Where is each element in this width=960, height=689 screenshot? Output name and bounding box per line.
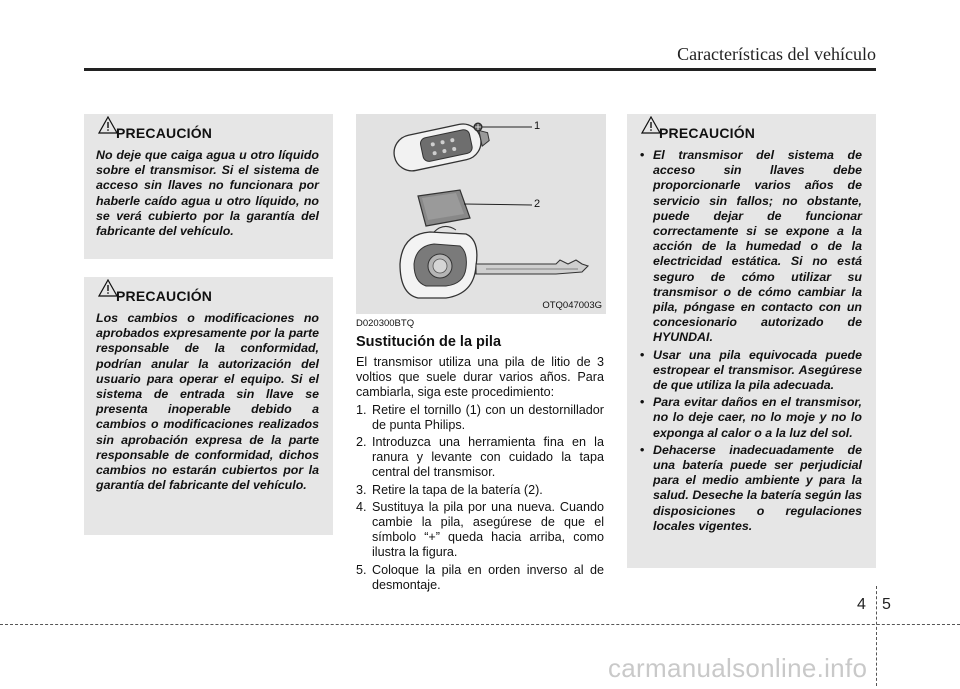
procedure-step: 2. Introduzca una herramienta fina en la ranura y levante con cuidado la tapa central del transmisor. <box>356 435 604 480</box>
caution-list <box>639 148 862 534</box>
page-number: 5 <box>882 596 891 613</box>
footer-crop-line <box>0 624 960 625</box>
page-number-chapter: 4 <box>857 596 866 613</box>
caution-title-row <box>96 287 319 307</box>
warning-triangle-icon <box>98 279 118 297</box>
battery-cover-part <box>418 190 470 226</box>
caution-title: PRECAUCIÓN <box>659 125 756 141</box>
section-title: Sustitución de la pila <box>356 334 502 350</box>
figure-callout-1: 1 <box>534 120 541 132</box>
caution-box-water <box>84 114 333 259</box>
screw-part <box>474 123 482 131</box>
warning-triangle-icon <box>98 116 118 134</box>
caution-body: No deje que caiga agua u otro líquido sobre el transmisor. Si el sistema de acceso sin llaves no funcionara por haberle caído agua u otro líquido, no se verá cubierto por la garantía del fabricante del vehículo. <box>96 148 319 239</box>
figure-callout-2: 2 <box>534 198 541 210</box>
caution-body: Los cambios o modificaciones no aprobados expresamente por la parte responsable de la conformidad, podrían anular la autorización del usuario para operar el equipo. Si el sistema de entrada sin llave se presenta inoperable debido a cambios o modificaciones realizados sin aprobación expresa de la parte responsable de conformidad, dichos cambios no estarán cubiertos por la garantía del fabricante del vehículo. <box>96 311 319 493</box>
page-header-title: Características del vehículo <box>677 44 876 64</box>
procedure-step: 1. Retire el tornillo (1) con un destornillador de punta Philips. <box>356 402 604 432</box>
header-rule <box>84 68 876 71</box>
caution-list-item: • Para evitar daños en el transmisor, no lo deje caer, no lo moje y no lo exponga al calor o a la luz del sol. <box>640 395 862 440</box>
procedure-step: 3. Retire la tapa de la batería (2). <box>356 482 543 497</box>
procedure-steps <box>356 403 604 593</box>
watermark-text: carmanualsonline.info <box>608 653 868 683</box>
caution-title-row <box>96 124 319 144</box>
warning-triangle-icon <box>641 116 661 134</box>
section-code: D020300BTQ <box>356 318 415 329</box>
caution-title: PRECAUCIÓN <box>116 125 213 141</box>
footer-crop-line-vertical <box>876 586 877 686</box>
procedure-step: 4. Sustituya la pila por una nueva. Cuando cambie la pila, asegúrese de que el símbolo “+” queda hacia arriba, como ilustra la figura. <box>356 499 604 560</box>
caution-box-transmitter-care <box>627 114 876 568</box>
transmitter-illustration <box>356 114 606 314</box>
battery-replacement-section <box>356 318 604 595</box>
caution-list-item: • Usar una pila equivocada puede estropear el transmisor. Asegúrese de que utiliza la pila adecuada. <box>640 347 862 393</box>
procedure-step: 5. Coloque la pila en orden inverso al de desmontaje. <box>356 562 604 592</box>
figure-code: OTQ047003G <box>542 300 602 311</box>
caution-list-item: • El transmisor del sistema de acceso sin llaves debe proporcionarle varios años de servicio sin fallos; no obstante, puede dejar de funcionar correctamente si se expone a la acción de la humedad o de la electricidad estática. Si no está seguro de cómo utilizar su transmisor o de cómo cambiar la pila, póngase en contacto con un concesionario autorizado de HYUNDAI. <box>640 148 862 345</box>
caution-box-modifications <box>84 277 333 535</box>
caution-list-item: • Dehacerse inadecuadamente de una batería puede ser perjudicial para el medio ambiente y para la salud. Deseche la batería según las disposiciones o regulaciones locales vigentes. <box>640 442 862 533</box>
section-intro: El transmisor utiliza una pila de litio de 3 voltios que suele durar varios años. Para cambiarla, siga este procedimiento: <box>356 355 604 400</box>
transmitter-body-open <box>400 226 588 298</box>
caution-title: PRECAUCIÓN <box>116 288 213 304</box>
caution-title-row <box>639 124 862 144</box>
transmitter-figure <box>356 114 606 314</box>
